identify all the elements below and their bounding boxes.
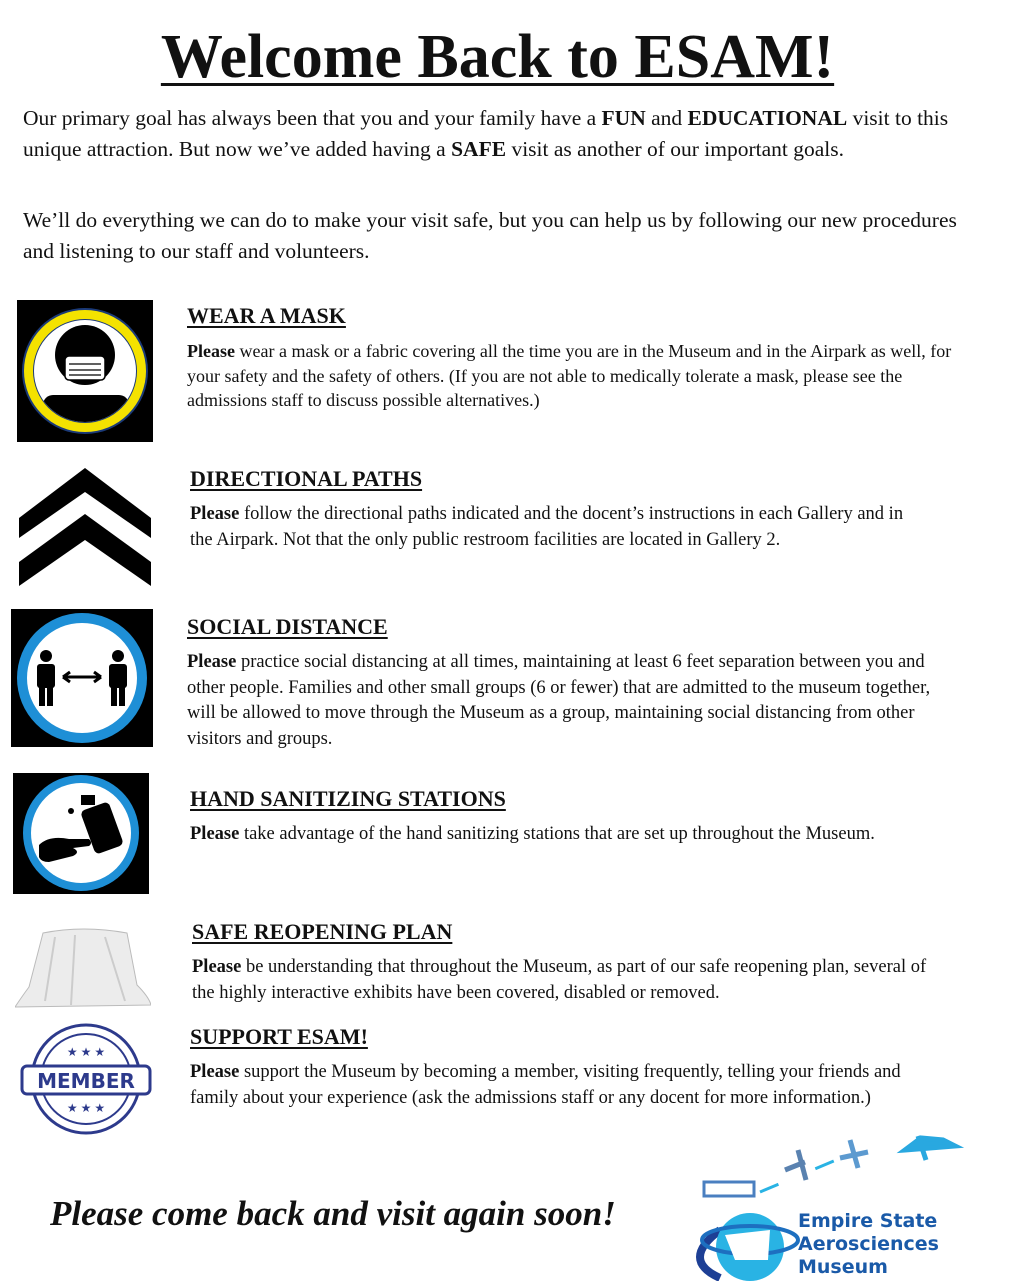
directional-chevrons-icon <box>17 462 153 588</box>
intro-paragraph-2: We’ll do everything we can do to make your visit safe, but you can help us by following our new procedures and listening to our staff and volunteers. <box>23 208 957 263</box>
intro-text: Our primary goal has always been that you and your family have a <box>23 106 602 130</box>
logo-line-1: Empire State <box>798 1210 938 1232</box>
closing-message: Please come back and visit again soon! <box>50 1194 616 1233</box>
section-body <box>190 822 950 848</box>
emphasis-fun: FUN <box>601 106 646 130</box>
body-text: wear a mask or a fabric covering all the time you are in the Museum and in the Airpark as well, for your safety and the safety of others. (If you are not able to medically tolerate a mask, please see the admissions staff to discuss possible alternatives.) <box>187 341 952 410</box>
emphasis-safe: SAFE <box>451 137 507 161</box>
svg-text:★ ★ ★: ★ ★ ★ <box>66 1045 106 1059</box>
mask-icon <box>17 300 153 442</box>
section-social-distance <box>187 614 957 752</box>
section-body <box>190 502 910 553</box>
section-body <box>187 339 967 413</box>
section-heading: SAFE REOPENING PLAN <box>192 919 453 944</box>
social-distance-icon <box>11 609 153 747</box>
section-directional-paths <box>190 466 910 553</box>
svg-text:★ ★ ★: ★ ★ ★ <box>66 1101 106 1115</box>
lead-word: Please <box>192 957 242 977</box>
section-heading: WEAR A MASK <box>187 303 346 328</box>
section-heading: SUPPORT ESAM! <box>190 1024 368 1049</box>
section-support-esam <box>190 1024 950 1111</box>
lead-word: Please <box>187 341 235 361</box>
section-body <box>190 1060 950 1111</box>
section-heading: DIRECTIONAL PATHS <box>190 466 423 491</box>
section-body <box>187 650 957 752</box>
logo-text <box>798 1210 939 1279</box>
section-heading: HAND SANITIZING STATIONS <box>190 786 506 811</box>
lead-word: Please <box>190 504 240 524</box>
logo-line-3: Museum <box>798 1256 888 1278</box>
hand-sanitizer-icon <box>13 773 149 894</box>
section-hand-sanitizing <box>190 786 950 848</box>
intro-paragraph-1 <box>23 103 983 165</box>
section-wear-mask <box>187 303 967 413</box>
member-stamp-icon <box>20 1022 152 1136</box>
section-heading: SOCIAL DISTANCE <box>187 614 388 639</box>
lead-word: Please <box>190 824 240 844</box>
body-text: practice social distancing at all times, maintaining at least 6 feet separation between you and other people. Families and other small groups (6 or fewer) that are admitted to the museum together, will be allowed to move through the Museum as a group, maintaining social distancing from other visitors and groups. <box>187 652 931 749</box>
body-text: support the Museum by becoming a member, visiting frequently, telling your friends and family about your experience (ask the admissions staff or any docent for more information.) <box>190 1062 901 1108</box>
section-body <box>192 955 952 1006</box>
body-text: take advantage of the hand sanitizing stations that are set up throughout the Museum. <box>239 824 875 844</box>
body-text: be understanding that throughout the Museum, as part of our safe reopening plan, several of the highly interactive exhibits have been covered, disabled or removed. <box>192 957 927 1003</box>
emphasis-educational: EDUCATIONAL <box>687 106 848 130</box>
body-text: follow the directional paths indicated and the docent’s instructions in each Gallery and in the Airpark. Not that the only public restroom facilities are located in Gallery 2. <box>190 504 904 550</box>
logo-line-2: Aerosciences <box>798 1233 939 1255</box>
lead-word: Please <box>190 1062 240 1082</box>
page-title: Welcome Back to ESAM! <box>160 23 835 91</box>
lead-word: Please <box>187 652 237 672</box>
intro-text: visit as another of our important goals. <box>506 137 845 161</box>
intro-text: visit to this unique attraction. But now we’ve added having a <box>23 106 949 161</box>
member-stamp-text: MEMBER <box>37 1069 135 1093</box>
section-safe-reopening <box>192 919 952 1006</box>
covered-exhibit-icon <box>15 925 151 1008</box>
intro-text: and <box>645 106 688 130</box>
esam-logo <box>680 1130 970 1281</box>
